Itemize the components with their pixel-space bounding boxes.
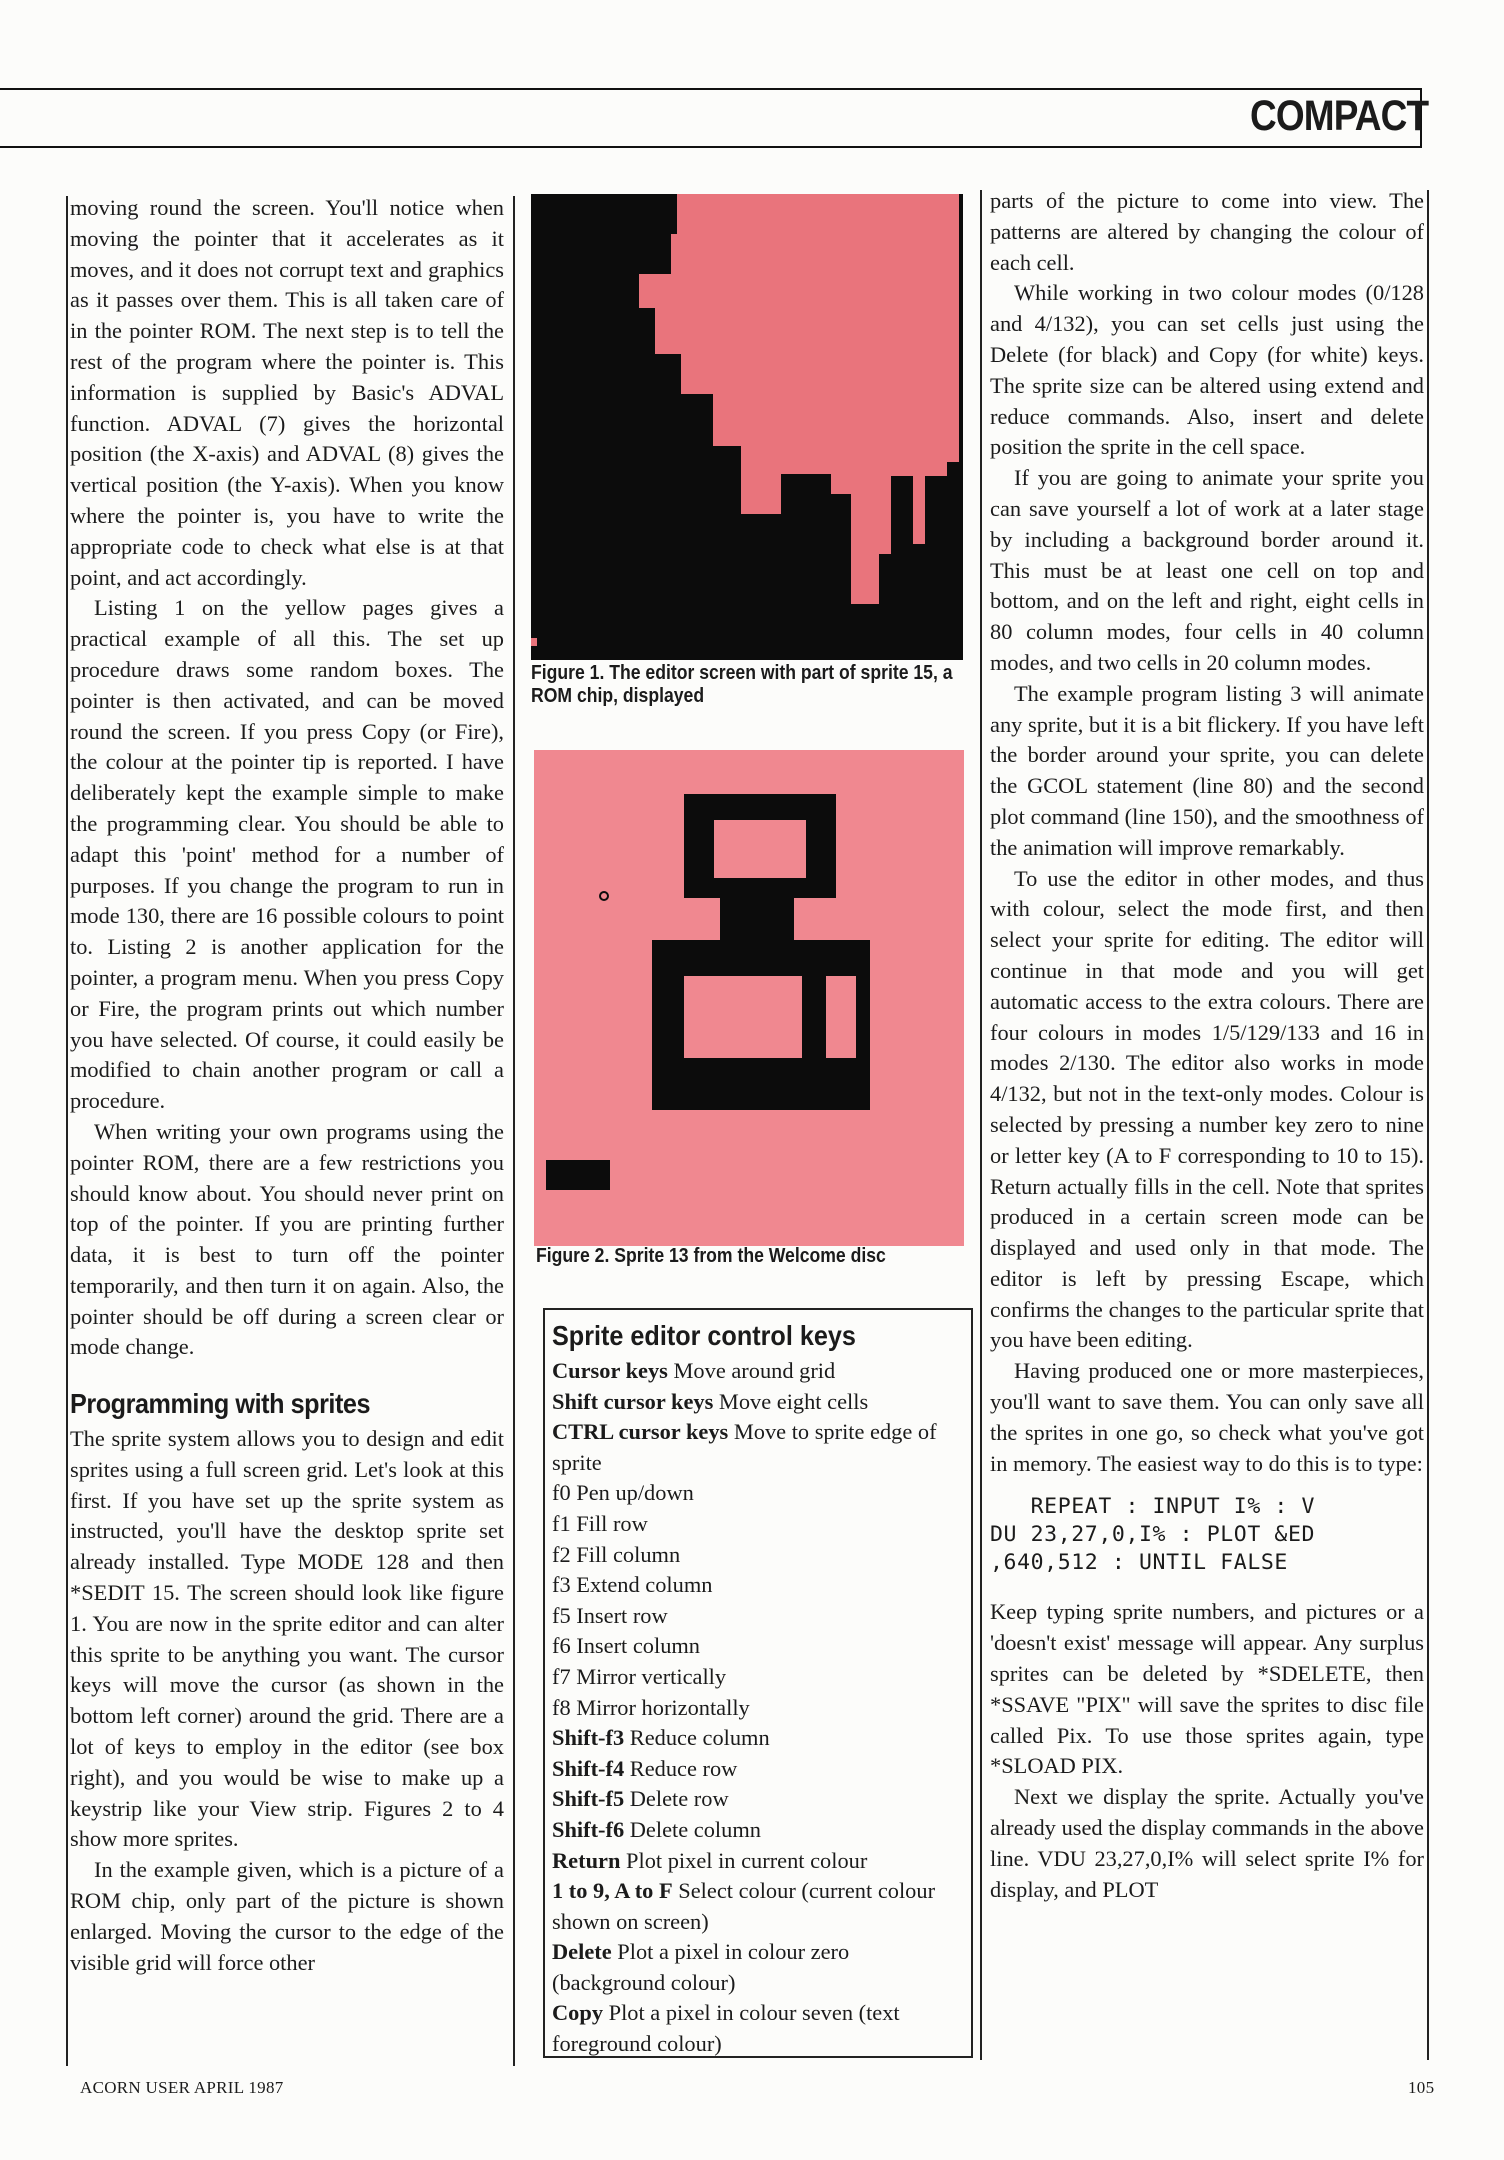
sprite-editor-keys-box [543, 1308, 973, 2058]
paragraph: Keep typing sprite numbers, and pictures or a 'doesn't exist' message will appear. Any surplus sprites can be deleted by *SDELETE, then *SSAVE "PIX" will save the sprites to disc file called Pix. To use those sprites again, type *SLOAD PIX. [990, 1599, 1424, 1779]
figure-2-sprite-13 [534, 750, 964, 1246]
key-entry: f1 Fill row [552, 1510, 648, 1536]
paragraph: In the example given, which is a picture of a ROM chip, only part of the picture is shown enlarged. Moving the cursor to the edge of the visible grid will force other [70, 1857, 504, 1975]
key-entry: Cursor keys Move around grid [552, 1358, 836, 1383]
section-heading: Programming with sprites [70, 1388, 371, 1420]
key-entry: Copy Plot a pixel in colour seven (text foreground colour) [552, 2000, 900, 2057]
key-entry: f7 Mirror vertically [552, 1663, 727, 1689]
column-divider-right [980, 190, 982, 2060]
paragraph: moving round the screen. You'll notice when moving the pointer that it accelerates as it moves, and it does not corrupt text and graphics as it passes over them. This is all taken care of in the pointer ROM. The next step is to tell the rest of the program where the pointer is. This information is supplied by Basic's ADVAL function. ADVAL (7) gives the horizontal position (the X-axis) and ADVAL (8) gives the vertical position (the Y-axis). When you know where the pointer is, you have to write the appropriate code to check what else is at that point, and act accordingly. [70, 195, 504, 590]
sprite-bottom-box-hole-right [826, 976, 856, 1058]
paragraph: If you are going to animate your sprite you can save yourself a lot of work at a later stage by including a background border around it. This must be at least one cell on top and bottom, and on the left and right, eight cells in 80 column modes, four cells in 40 column modes, and two cells in 20 column modes. [990, 465, 1424, 675]
code-line: DU 23,27,0,I% : PLOT &ED [990, 1522, 1316, 1548]
keys-list [545, 1356, 971, 2060]
column-1 [70, 193, 504, 1978]
paragraph: The sprite system allows you to design and edit sprites using a full screen grid. Let's look at this first. If you have set up the sprite system as instructed, you'll have the desktop sprite set already installed. Type MODE 128 and then *SEDIT 15. The screen should look like figure 1. You are now in the sprite editor and can alter this sprite to be anything you want. The cursor keys will move the cursor (as shown in the bottom left corner) around the grid. There are a lot of keys to employ in the editor (see box right), and you would be wise to make up a keystrip like your View strip. Figures 2 to 4 show more sprites. [70, 1426, 504, 1852]
key-entry: f8 Mirror horizontally [552, 1694, 750, 1720]
key-entry: Shift-f4 Reduce row [552, 1755, 738, 1781]
section-tag: COMPACT [1249, 92, 1428, 140]
figure-1-caption: Figure 1. The editor screen with part of sprite 15, a ROM chip, displayed [531, 662, 953, 707]
key-entry: f2 Fill column [552, 1541, 681, 1567]
page-number: 105 [1408, 2078, 1435, 2097]
paragraph: Listing 1 on the yellow pages gives a practical example of all this. The set up procedure draws some random boxes. The pointer is then activated, and can be moved round the screen. If you press Copy (or Fire), the colour at the pointer tip is reported. I have deliberately kept the example simple to make the programming clear. You should be able to adapt this 'point' method for a number of purposes. If you change the program to run in mode 130, there are 16 possible colours to point to. Listing 2 is another application for the pointer, a program menu. When you press Copy or Fire, the program prints out which number you have selected. Of course, it could easily be modified to chain another program or call a procedure. [70, 595, 504, 1114]
key-entry: Shift cursor keys Move eight cells [552, 1388, 869, 1414]
paragraph: When writing your own programs using the pointer ROM, there are a few restrictions you should know about. You should never print on top of the pointer. If you are printing further data, it is best to turn off the pointer temporarily, and then turn it on again. Also, the pointer should be off during a screen clear or mode change. [70, 1118, 504, 1360]
key-entry: f0 Pen up/down [552, 1480, 694, 1506]
figure-1-editor-screen [531, 194, 963, 660]
column-divider-left [513, 196, 515, 2066]
sprite-top-box-hole [714, 820, 806, 878]
column-3 [990, 186, 1424, 1905]
column1-left-bar [66, 196, 68, 2066]
key-entry: f3 Extend column [552, 1572, 713, 1598]
column3-right-bar [1427, 190, 1429, 2060]
paragraph: To use the editor in other modes, and thus with colour, select the mode first, and then select your sprite for editing. The editor will continue in that mode and you will get automatic access to the extra colours. There are four colours in modes 1/5/129/133 and 16 in modes 2/130. The editor also works in mode 4/132, but not in the text-only modes. Colour is selected by pressing a number key zero to nine or letter key (A to F corresponding to 10 to 15). Return actually fills in the cell. Note that sprites produced in a certain screen mode can be displayed and used only in that mode. The editor is left by pressing Escape, which confirms the changes to the particular sprite that you have been editing. [990, 865, 1424, 1353]
sprite-cursor [531, 638, 537, 646]
paragraph: parts of the picture to come into view. The patterns are altered by changing the colour of each cell. [990, 188, 1424, 275]
code-listing [990, 1493, 1424, 1577]
key-entry: Shift-f6 Delete column [552, 1816, 761, 1842]
keys-box-title: Sprite editor control keys [552, 1320, 856, 1351]
key-entry: 1 to 9, A to F Select colour (current colour shown on screen) [552, 1878, 936, 1934]
footer-publication: ACORN USER APRIL 1987 [80, 2078, 284, 2097]
key-entry: Shift-f5 Delete row [552, 1786, 729, 1812]
key-entry: f5 Insert row [552, 1602, 668, 1628]
code-line: ,640,512 : UNTIL FALSE [990, 1550, 1288, 1576]
code-line: REPEAT : INPUT I% : V [990, 1494, 1316, 1520]
sprite-connector [720, 898, 794, 940]
key-entry: f6 Insert column [552, 1633, 701, 1659]
top-rule [0, 88, 1420, 90]
paragraph: While working in two colour modes (0/128 and 4/132), you can set cells just using the Delete (for black) and Copy (for white) keys. The sprite size can be altered using extend and reduce commands. Also, insert and delete position the sprite in the cell space. [990, 280, 1424, 460]
header-underline [0, 146, 1420, 148]
figure-2-caption: Figure 2. Sprite 13 from the Welcome disc [536, 1245, 886, 1267]
key-entry: Shift-f3 Reduce column [552, 1725, 770, 1751]
key-entry: Return Plot pixel in current colour [552, 1847, 868, 1873]
key-entry: CTRL cursor keys Move to sprite edge of sprite [552, 1419, 937, 1475]
paragraph: Next we display the sprite. Actually you've already used the display commands in the above line. VDU 23,27,0,I% will select sprite I% for display, and PLOT [990, 1784, 1424, 1902]
paragraph: Having produced one or more masterpieces, you'll want to save them. You can only save all the sprites in one go, so check what you've got in memory. The easiest way to do this is to type: [990, 1358, 1424, 1476]
paragraph: The example program listing 3 will animate any sprite, but it is a bit flickery. If you have left the border around your sprite, you can delete the GCOL statement (line 80) and the second plot command (line 150), and the smoothness of the animation will improve remarkably. [990, 680, 1424, 860]
key-entry: Delete Plot a pixel in colour zero (background colour) [552, 1939, 850, 1995]
sprite-bottom-box-hole-left [684, 976, 802, 1058]
sprite-small-bar [546, 1160, 610, 1190]
